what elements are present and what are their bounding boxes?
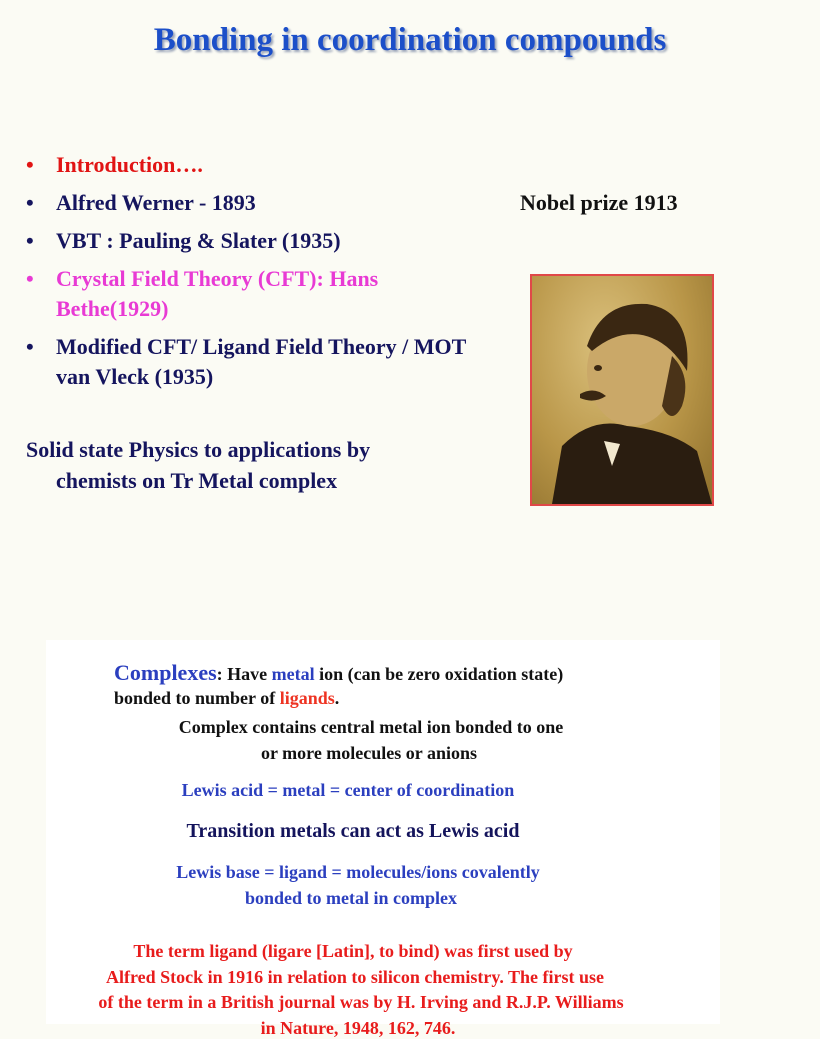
nobel-caption: Nobel prize 1913: [520, 190, 678, 215]
werner-portrait: [530, 274, 714, 506]
bullet-cft: • Crystal Field Theory (CFT): Hans Bethe(1929): [26, 264, 496, 324]
bullet-vbt: • VBT : Pauling & Slater (1935): [26, 226, 496, 256]
metal-term: metal: [271, 664, 315, 684]
solid-state-line-1: Solid state Physics to applications by: [26, 437, 371, 462]
complexes-line-4: or more molecules or anions: [261, 743, 477, 763]
complexes-line-1: Complexes: Have metal ion (can be zero oxidation state): [114, 660, 564, 685]
ligand-history-line-1: The term ligand (ligare [Latin], to bind) was first used by: [133, 941, 573, 961]
bullet-werner: • Alfred Werner - 1893: [26, 188, 496, 218]
portrait-illustration: [532, 276, 712, 504]
complexes-line-2: bonded to number of ligands.: [114, 688, 340, 708]
lewis-base-line-2: bonded to metal in complex: [244, 888, 457, 908]
lewis-base-line-1: Lewis base = ligand = molecules/ions covalently: [176, 862, 540, 882]
slide-title: Bonding in coordination compounds: [153, 22, 667, 58]
ligand-history-line-3: of the term in a British journal was by H. Irving and R.J.P. Williams: [98, 992, 624, 1012]
solid-state-line-2: chemists on Tr Metal complex: [56, 468, 338, 493]
bullet-introduction: • Introduction….: [26, 150, 496, 180]
complexes-line-3: Complex contains central metal ion bonded to one: [178, 717, 564, 737]
ligand-history-line-2: Alfred Stock in 1916 in relation to silicon chemistry. The first use: [106, 967, 604, 987]
transition-metals-line: Transition metals can act as Lewis acid: [186, 820, 520, 842]
lewis-acid-line: Lewis acid = metal = center of coordination: [181, 780, 515, 800]
bullet-ligand-field: • Modified CFT/ Ligand Field Theory / MOT van Vleck (1935): [26, 332, 496, 392]
bullet-list: [26, 150, 496, 400]
ligands-term: ligands: [279, 688, 335, 708]
complexes-panel: [46, 640, 720, 1038]
ligand-history-line-4: in Nature, 1948, 162, 746.: [260, 1018, 456, 1038]
complexes-term: Complexes: [114, 660, 217, 685]
solid-state-note: [26, 434, 486, 496]
